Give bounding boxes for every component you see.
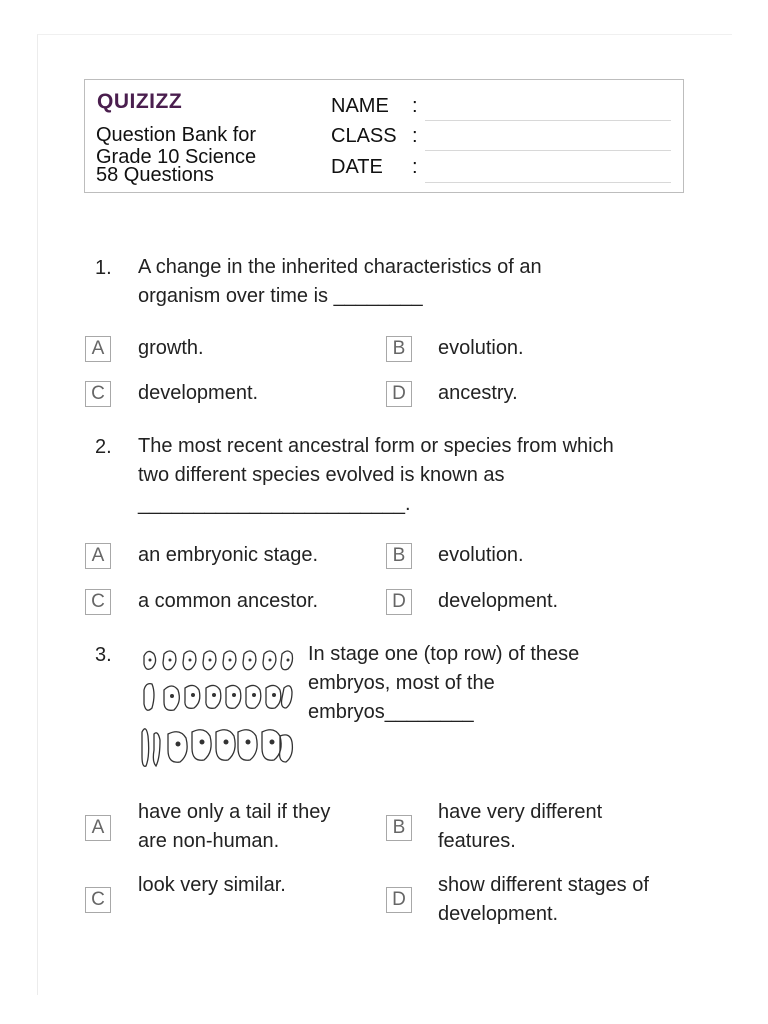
option-d-text[interactable]: development. [438, 590, 559, 612]
option-b-box[interactable]: B [386, 543, 412, 569]
option-b-box[interactable]: B [386, 815, 412, 841]
question-number: 2. [95, 436, 112, 458]
option-a-box[interactable]: A [85, 815, 111, 841]
question-text-line: A change in the inherited characteristics of an [138, 256, 542, 278]
question-text-line: embryos, most of the [308, 672, 495, 694]
bank-title-line2: Grade 10 Science [96, 146, 257, 168]
option-d-box[interactable]: D [386, 381, 412, 407]
name-colon: : [412, 95, 418, 117]
name-field[interactable] [425, 120, 671, 121]
date-field[interactable] [425, 182, 671, 183]
question-number: 1. [95, 257, 112, 279]
question-text-line: ________________________. [138, 493, 411, 515]
worksheet-header [84, 79, 684, 193]
class-label: CLASS [331, 125, 397, 147]
quizizz-logo [97, 90, 182, 114]
option-c-box[interactable]: C [85, 887, 111, 913]
name-label: NAME [331, 95, 389, 117]
question-text-line: The most recent ancestral form or species from which [138, 435, 614, 457]
option-a-box[interactable]: A [85, 336, 111, 362]
question-count: 58 Questions [96, 164, 214, 186]
question-text-line: two different species evolved is known as [138, 464, 505, 486]
option-d-box[interactable]: D [386, 589, 412, 615]
option-b-text[interactable]: have very different [438, 801, 603, 823]
option-a-box[interactable]: A [85, 543, 111, 569]
question-number: 3. [95, 644, 112, 666]
option-c-box[interactable]: C [85, 589, 111, 615]
option-c-text[interactable]: look very similar. [138, 874, 286, 896]
class-colon: : [412, 125, 418, 147]
question-text-line: In stage one (top row) of these [308, 643, 580, 665]
option-b-text[interactable]: evolution. [438, 337, 524, 359]
option-b-text[interactable]: features. [438, 830, 516, 852]
option-c-box[interactable]: C [85, 381, 111, 407]
option-a-text[interactable]: are non-human. [138, 830, 280, 852]
option-a-text[interactable]: an embryonic stage. [138, 544, 319, 566]
option-d-box[interactable]: D [386, 887, 412, 913]
option-d-text[interactable]: show different stages of [438, 874, 649, 896]
bank-title-line1: Question Bank for [96, 124, 257, 146]
option-b-text[interactable]: evolution. [438, 544, 524, 566]
option-d-text[interactable]: ancestry. [438, 382, 518, 404]
option-c-text[interactable]: a common ancestor. [138, 590, 319, 612]
question-text-line: embryos________ [308, 701, 474, 723]
class-field[interactable] [425, 150, 671, 151]
date-colon: : [412, 156, 418, 178]
logo-text: QUIZIZZ [97, 90, 183, 113]
option-a-text[interactable]: growth. [138, 337, 204, 359]
question-text-line: organism over time is ________ [138, 285, 423, 307]
embryo-comparison-image [138, 640, 294, 775]
option-c-text[interactable]: development. [138, 382, 259, 404]
date-label: DATE [331, 156, 383, 178]
option-d-text[interactable]: development. [438, 903, 559, 925]
option-a-text[interactable]: have only a tail if they [138, 801, 331, 823]
option-b-box[interactable]: B [386, 336, 412, 362]
